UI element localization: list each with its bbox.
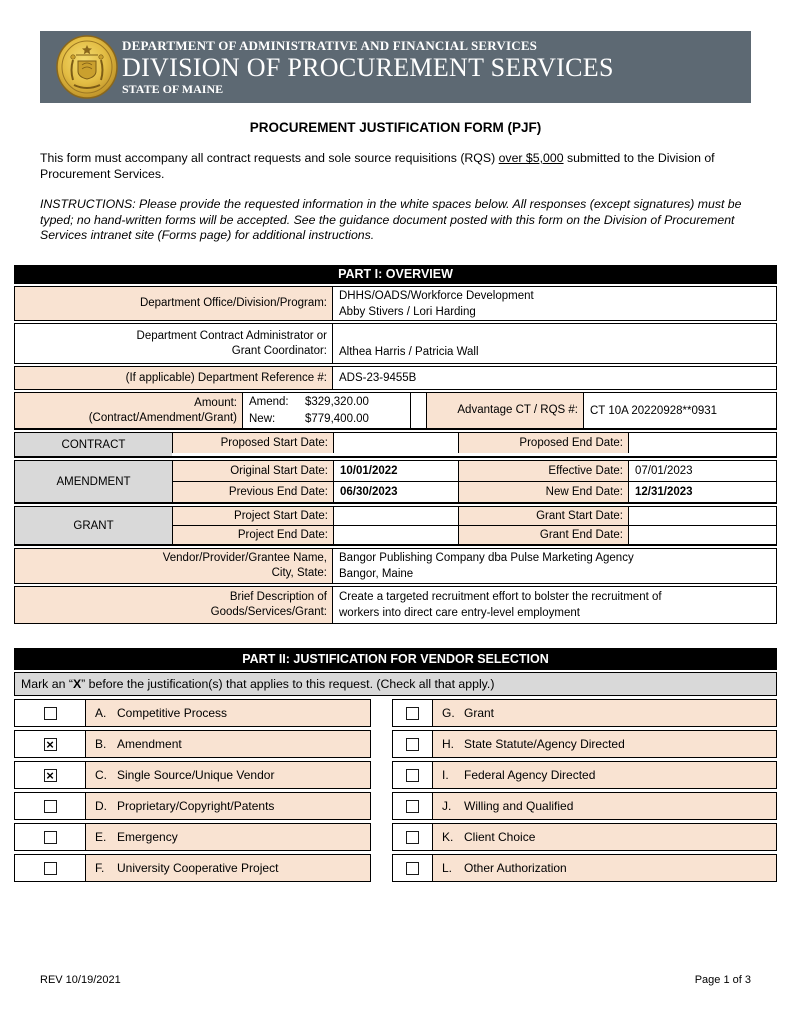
grant-end-field[interactable] xyxy=(628,525,776,544)
office-value-line2: Abby Stivers / Lori Harding xyxy=(339,305,476,318)
label-g xyxy=(432,700,776,726)
justification-item-c xyxy=(14,761,371,789)
text-d: Proprietary/Copyright/Patents xyxy=(117,799,275,813)
office-label: Department Office/Division/Program: xyxy=(15,287,332,320)
proposed-start-label: Proposed Start Date: xyxy=(172,433,333,453)
text-j: Willing and Qualified xyxy=(464,799,574,813)
checkbox-a-box[interactable] xyxy=(44,707,57,720)
grant-start-label: Grant Start Date: xyxy=(458,507,628,525)
grant-section-label: GRANT xyxy=(15,507,172,544)
letter-a: A. xyxy=(95,706,107,720)
label-j xyxy=(432,793,776,819)
grant-start-field[interactable] xyxy=(628,507,776,525)
advantage-ct-value-field[interactable] xyxy=(583,393,776,428)
proposed-end-field[interactable] xyxy=(628,433,776,453)
description-value-line2: workers into direct care entry-level employment xyxy=(339,607,580,619)
admin-value: Althea Harris / Patricia Wall xyxy=(339,346,479,358)
checkbox-f[interactable] xyxy=(15,855,85,881)
division-name: DIVISION OF PROCUREMENT SERVICES xyxy=(122,53,614,82)
label-e xyxy=(85,824,370,850)
justification-row-5 xyxy=(14,823,777,851)
label-c xyxy=(85,762,370,788)
letter-f: F. xyxy=(95,861,105,875)
justification-item-b xyxy=(14,730,371,758)
text-k: Client Choice xyxy=(464,830,536,844)
effective-date-label: Effective Date: xyxy=(458,461,628,481)
text-g: Grant xyxy=(464,706,495,720)
description-value-line1: Create a targeted recruitment effort to bolster the recruitment of xyxy=(339,591,662,603)
amendment-section-label: AMENDMENT xyxy=(15,461,172,502)
text-a: Competitive Process xyxy=(117,706,228,720)
description-value-field[interactable] xyxy=(332,587,776,623)
letter-j: J. xyxy=(442,799,452,813)
vendor-city-value: Bangor, Maine xyxy=(339,568,414,580)
justification-row-3 xyxy=(14,761,777,789)
part1-table xyxy=(14,265,777,624)
checkbox-a[interactable] xyxy=(15,700,85,726)
original-start-label: Original Start Date: xyxy=(172,461,333,481)
footer-revision: REV 10/19/2021 xyxy=(40,974,121,986)
checkbox-k-box[interactable] xyxy=(406,831,419,844)
justification-row-4 xyxy=(14,792,777,820)
letter-d: D. xyxy=(95,799,107,813)
part1-row-admin xyxy=(14,323,777,364)
intro-text-underlined: over $5,000 xyxy=(498,151,564,165)
description-label-line2: Goods/Services/Grant: xyxy=(210,606,327,618)
letter-e: E. xyxy=(95,830,107,844)
text-f: University Cooperative Project xyxy=(117,861,279,875)
justification-item-f xyxy=(14,854,371,882)
justification-item-g xyxy=(392,699,777,727)
part2-header-bar: PART II: JUSTIFICATION FOR VENDOR SELECTION xyxy=(14,648,777,670)
checkbox-j[interactable] xyxy=(393,793,432,819)
checkbox-g[interactable] xyxy=(393,700,432,726)
checkbox-h[interactable] xyxy=(393,731,432,757)
new-end-field[interactable]: 12/31/2023 xyxy=(628,481,776,502)
letter-k: K. xyxy=(442,830,454,844)
checkbox-k[interactable] xyxy=(393,824,432,850)
state-name: STATE OF MAINE xyxy=(122,82,224,96)
justification-item-i xyxy=(392,761,777,789)
advantage-ct-value: CT 10A 20220928**0931 xyxy=(590,404,718,417)
project-end-label: Project End Date: xyxy=(172,525,333,544)
part2-table xyxy=(14,648,777,885)
part1-row-office xyxy=(14,286,777,321)
department-name: DEPARTMENT OF ADMINISTRATIVE AND FINANCIAL SERVICES xyxy=(122,38,538,53)
amend-amount-value: $329,320.00 xyxy=(305,395,369,408)
office-value-line1: DHHS/OADS/Workforce Development xyxy=(339,289,534,302)
description-label-line1: Brief Description of xyxy=(229,591,327,603)
part1-row-amount xyxy=(14,392,777,430)
intro-paragraph xyxy=(40,151,754,182)
vendor-value-field[interactable] xyxy=(332,549,776,583)
checkbox-i-box[interactable] xyxy=(406,769,419,782)
vendor-label-line1: Vendor/Provider/Grantee Name, xyxy=(162,552,327,564)
justification-item-d xyxy=(14,792,371,820)
part1-row-description xyxy=(14,586,777,624)
checkbox-f-box[interactable] xyxy=(44,862,57,875)
checkbox-b[interactable] xyxy=(15,731,85,757)
part1-row-contract xyxy=(14,432,777,458)
label-i xyxy=(432,762,776,788)
proposed-start-field[interactable] xyxy=(333,433,458,453)
reference-label: (If applicable) Department Reference #: xyxy=(15,367,332,389)
justification-item-h xyxy=(392,730,777,758)
vendor-label xyxy=(15,549,332,583)
part1-row-vendor xyxy=(14,548,777,584)
mark-instruction-x: X xyxy=(72,677,82,691)
advantage-ct-label: Advantage CT / RQS #: xyxy=(426,393,583,428)
intro-text-pre: This form must accompany all contract requests and sole source requisitions (RQS) xyxy=(40,151,499,165)
amount-label-line1: Amount: xyxy=(194,396,237,409)
amount-value-field[interactable] xyxy=(242,393,410,428)
letter-b: B. xyxy=(95,737,107,751)
reference-value-field[interactable] xyxy=(332,367,776,389)
label-l xyxy=(432,855,776,881)
checkbox-h-box[interactable] xyxy=(406,738,419,751)
checkbox-c-box[interactable]: × xyxy=(44,769,57,782)
header-banner xyxy=(40,31,751,103)
vendor-name-value: Bangor Publishing Company dba Pulse Marketing Agency xyxy=(339,552,634,564)
previous-end-label: Previous End Date: xyxy=(172,481,333,502)
letter-l: L. xyxy=(442,861,453,875)
part1-row-amendment xyxy=(14,460,777,504)
contract-section-label: CONTRACT xyxy=(15,433,172,456)
justification-row-1 xyxy=(14,699,777,727)
mark-instruction-post: ” before the justification(s) that applies to this request. (Check all that apply.) xyxy=(81,677,495,691)
description-label xyxy=(15,587,332,623)
reference-value: ADS-23-9455B xyxy=(339,372,417,384)
part1-header-bar: PART I: OVERVIEW xyxy=(14,265,777,284)
text-c: Single Source/Unique Vendor xyxy=(117,768,275,782)
label-f xyxy=(85,855,370,881)
checkbox-g-box[interactable] xyxy=(406,707,419,720)
justification-item-e xyxy=(14,823,371,851)
vendor-label-line2: City, State: xyxy=(271,567,327,579)
label-d xyxy=(85,793,370,819)
project-start-field[interactable] xyxy=(333,507,458,525)
intro-text-post: submitted to the Division of Procurement Services. xyxy=(40,151,715,181)
office-value-field[interactable] xyxy=(332,287,776,320)
label-k xyxy=(432,824,776,850)
checkbox-j-box[interactable] xyxy=(406,800,419,813)
letter-c: C. xyxy=(95,768,107,782)
checkbox-d-box[interactable] xyxy=(44,800,57,813)
text-e: Emergency xyxy=(117,830,178,844)
footer-page-number: Page 1 of 3 xyxy=(694,974,751,986)
previous-end-field[interactable]: 06/30/2023 xyxy=(333,481,458,502)
part1-row-grant xyxy=(14,506,777,546)
admin-value-field[interactable] xyxy=(332,324,776,363)
amount-label xyxy=(15,393,242,428)
admin-label-line2: Grant Coordinator: xyxy=(231,344,327,357)
letter-h: H. xyxy=(442,737,454,751)
project-end-field[interactable] xyxy=(333,525,458,544)
checkbox-d[interactable] xyxy=(15,793,85,819)
amend-amount-label: Amend: xyxy=(249,395,289,408)
maine-state-seal-icon xyxy=(56,35,118,99)
new-end-label: New End Date: xyxy=(458,481,628,502)
justification-item-k xyxy=(392,823,777,851)
text-i: Federal Agency Directed xyxy=(464,768,596,782)
new-amount-label: New: xyxy=(249,412,276,425)
admin-label xyxy=(15,324,332,363)
project-start-label: Project Start Date: xyxy=(172,507,333,525)
form-title: PROCUREMENT JUSTIFICATION FORM (PJF) xyxy=(249,120,542,135)
checkbox-i[interactable] xyxy=(393,762,432,788)
text-b: Amendment xyxy=(117,737,182,751)
admin-label-line1: Department Contract Administrator or xyxy=(136,329,327,342)
justification-row-6 xyxy=(14,854,777,882)
checkbox-e[interactable] xyxy=(15,824,85,850)
letter-i: I. xyxy=(442,768,449,782)
checkbox-l[interactable] xyxy=(393,855,432,881)
justification-row-2 xyxy=(14,730,777,758)
checkbox-c[interactable] xyxy=(15,762,85,788)
amount-label-line2: (Contract/Amendment/Grant) xyxy=(88,411,237,424)
justification-item-j xyxy=(392,792,777,820)
amount-row-spacer xyxy=(410,393,426,428)
effective-date-field[interactable]: 07/01/2023 xyxy=(628,461,776,481)
checkbox-b-box[interactable]: × xyxy=(44,738,57,751)
instructions-paragraph: INSTRUCTIONS: Please provide the requested information in the white spaces below. All responses (except signatures) must be typed; no hand-written forms will be accepted. See the guidance document posted with this form on the Division of Procurement Services intranet site (Forms page) for additional instructions. xyxy=(40,197,742,243)
justification-item-l xyxy=(392,854,777,882)
part1-row-reference xyxy=(14,366,777,390)
new-amount-value: $779,400.00 xyxy=(305,412,369,425)
grant-end-label: Grant End Date: xyxy=(458,525,628,544)
part2-instruction-bar xyxy=(14,672,777,696)
banner-text xyxy=(122,38,614,96)
letter-g: G. xyxy=(442,706,455,720)
label-h xyxy=(432,731,776,757)
mark-instruction-pre: Mark an “ xyxy=(21,677,73,691)
original-start-field[interactable]: 10/01/2022 xyxy=(333,461,458,481)
proposed-end-label: Proposed End Date: xyxy=(458,433,628,453)
checkbox-e-box[interactable] xyxy=(44,831,57,844)
text-h: State Statute/Agency Directed xyxy=(464,737,625,751)
label-b xyxy=(85,731,370,757)
text-l: Other Authorization xyxy=(464,861,567,875)
justification-item-a xyxy=(14,699,371,727)
checkbox-l-box[interactable] xyxy=(406,862,419,875)
label-a xyxy=(85,700,370,726)
